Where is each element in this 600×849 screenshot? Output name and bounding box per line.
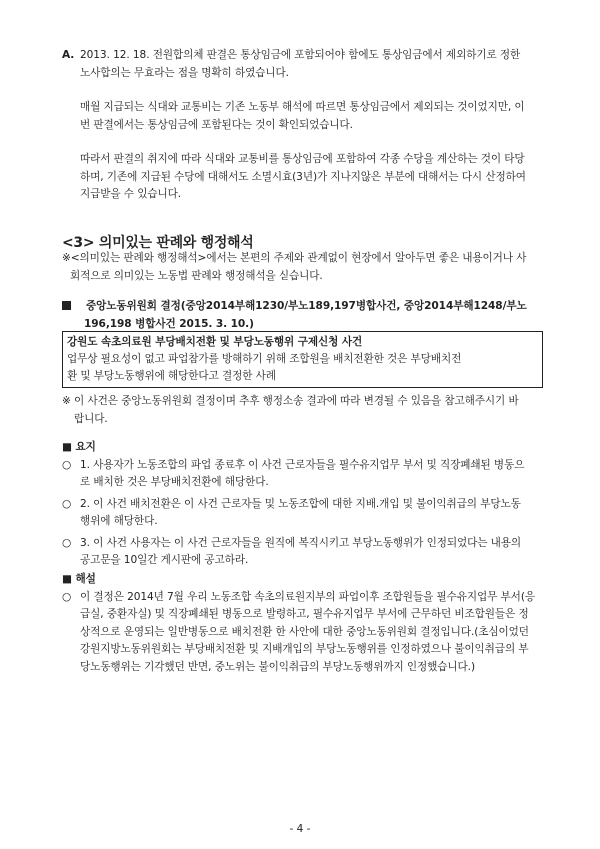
case-box-title: 강원도 속초의료원 부당배치전환 및 부당노동행위 구제신청 사건	[67, 336, 363, 348]
summary-item-1-line-1: 1. 사용자가 노동조합의 파업 종료후 이 사건 근로자들을 필수유지업무 부서 및 직장폐쇄된 병동으	[80, 458, 525, 471]
case-header-line-2: 196,198 병합사건 2015. 3. 10.)	[84, 317, 254, 330]
section-note-line-1: ※<의미있는 판례와 행정해석>에서는 본편의 주제와 관계없이 현장에서 알아두면 좋은 내용이거나 사	[62, 252, 527, 264]
page-number: - 4 -	[289, 823, 311, 835]
box-note	[62, 393, 540, 428]
answer-text-5: 따라서 판결의 취지에 따라 식대와 교통비를 통상임금에 포함하여 각종 수당을 계산하는 것이 타당	[80, 153, 525, 165]
circle-bullet-icon: ○	[62, 590, 72, 603]
summary-item-1-line-2: 로 배치한 것은 부당배치전환에 해당한다.	[80, 476, 269, 488]
commentary-line-1: 이 결정은 2014년 7월 우리 노동조합 속초의료원지부의 파업이후 조합원들을 필수유지업무 부서(응	[80, 590, 535, 603]
answer-mark: A.	[62, 49, 75, 61]
box-note-line-1: ※ 이 사건은 중앙노동위원회 결정이며 추후 행정소송 결과에 따라 변경될 수 있음을 참고해주시기 바	[62, 395, 519, 407]
section-note-line-2: 회적으로 의미있는 노동법 판례와 행정해석을 싣습니다.	[70, 269, 323, 282]
bullet-square-icon	[62, 301, 71, 310]
summary-item-3-line-1: 3. 이 사건 사용자는 이 사건 근로자들을 원직에 복직시키고 부당노동행위가 인정되었다는 내용의	[80, 536, 522, 549]
summary-item-2-line-2: 행위에 해당한다.	[80, 515, 158, 527]
commentary-line-5: 당노동행위는 기각했던 반면, 중노위는 불이익취급의 부당노동행위까지 인정했습니다.)	[80, 660, 475, 673]
commentary-line-3: 상적으로 운영되는 일반병동으로 배치전환 한 사안에 대한 중앙노동위원회 결정입니다.(초심이었던	[80, 625, 529, 638]
answer-block	[62, 47, 540, 204]
answer-text-3: 매월 지급되는 식대와 교통비는 기존 노동부 해석에 따르면 통상임금에서 제외되는 것이었지만, 이	[80, 101, 525, 113]
case-box	[62, 331, 543, 388]
summary-heading: ■ 요지	[62, 441, 96, 453]
section-note	[62, 250, 540, 285]
summary-item-3-line-2: 공고문을 10일간 게시판에 공고하라.	[80, 554, 249, 566]
section-3	[62, 232, 540, 252]
commentary-section	[62, 571, 540, 676]
answer-text-6: 하며, 기존에 지급된 수당에 대해서도 소멸시효(3년)가 지나지않은 부분에 대해서는 다시 산정하여	[80, 170, 526, 183]
section-title: <3> 의미있는 판례와 행정해석	[62, 235, 254, 251]
answer-text-7: 지급받을 수 있습니다.	[80, 188, 182, 200]
box-note-line-2: 랍니다.	[74, 412, 108, 425]
answer-text-1: 2013. 12. 18. 전원합의체 판결은 통상임금에 포함되어야 함에도 통상임금에서 제외하기로 정한	[80, 49, 521, 61]
commentary-heading: ■ 해설	[62, 573, 96, 585]
summary-item-2-line-1: 2. 이 사건 배치전환은 이 사건 근로자들 및 노동조합에 대한 지배.개입 및 불이익취급의 부당노동	[80, 497, 521, 510]
case-box-line-2: 환 및 부당노동행위에 해당한다고 결정한 사례	[67, 370, 276, 382]
summary-section	[62, 439, 540, 570]
case-header	[62, 298, 540, 333]
case-box-line-1: 업무상 필요성이 없고 파업참가를 방해하기 위해 조합원을 배치전환한 것은 부당배치전	[67, 353, 462, 365]
answer-text-4: 번 판결에서는 통상임금에 포함된다는 것이 확인되었습니다.	[80, 118, 353, 131]
answer-line-1	[62, 47, 540, 65]
commentary-line-4: 강원지방노동위원회는 부당배치전환 및 지배개입의 부당노동행위를 인정하였으나 불이익취급의 부	[80, 643, 529, 655]
answer-text-2: 노사합의는 무효라는 점을 명확히 하였습니다.	[80, 66, 289, 79]
commentary-line-2: 급실, 중환자실) 및 직장폐쇄된 병동으로 발령하고, 필수유지업무 부서에 근무하던 비조합원들은 정	[80, 608, 529, 620]
circle-bullet-icon: ○	[62, 536, 72, 549]
circle-bullet-icon: ○	[62, 458, 72, 471]
circle-bullet-icon: ○	[62, 497, 72, 510]
case-header-line-1: 중앙노동위원회 결정(중앙2014부해1230/부노189,197병합사건, 중앙2014부해1248/부노	[86, 300, 527, 312]
